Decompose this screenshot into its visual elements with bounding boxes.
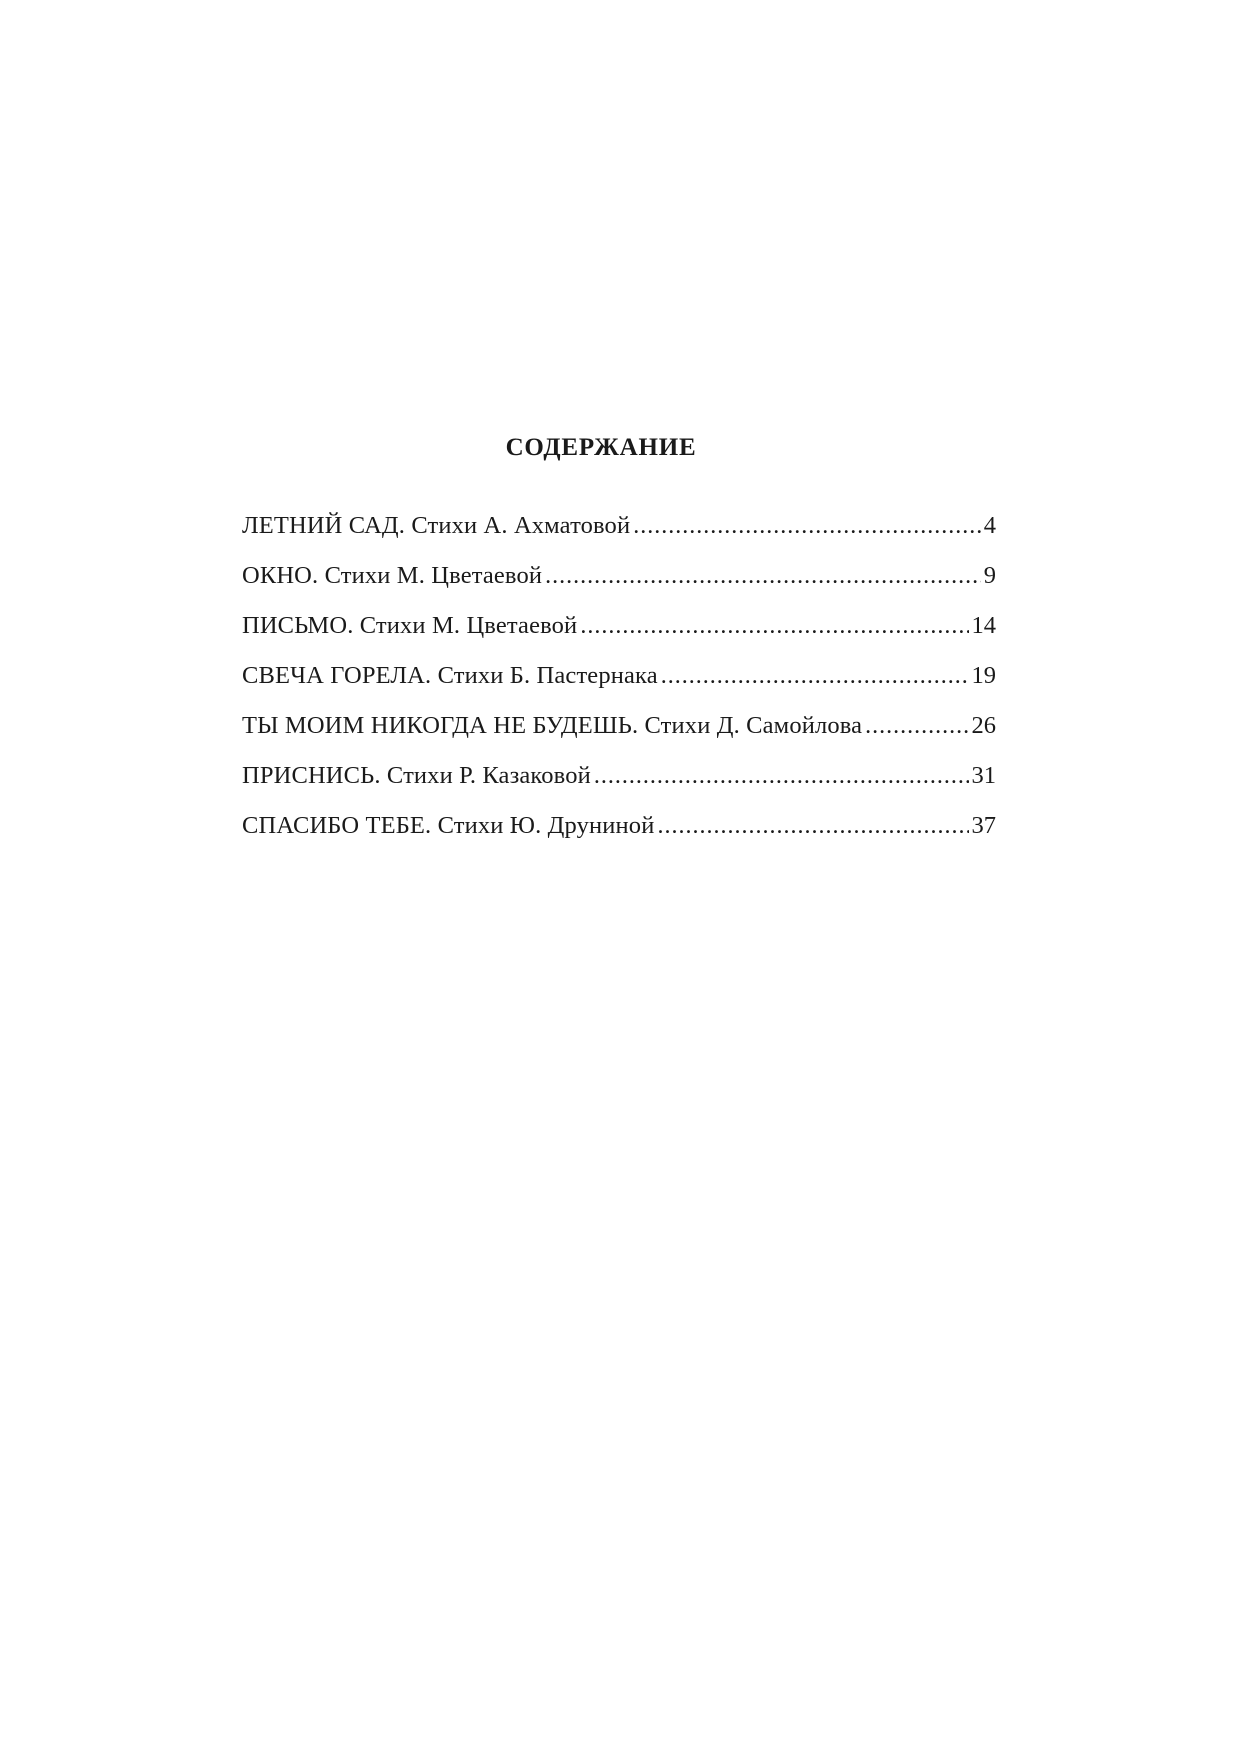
toc-entry-title: ПРИСНИСЬ. Стихи Р. Казаковой xyxy=(242,762,591,789)
toc-entry-page: 19 xyxy=(971,662,996,689)
toc-dot-leader xyxy=(633,511,981,541)
toc-entry xyxy=(242,561,996,611)
toc-entry-title: СПАСИБО ТЕБЕ. Стихи Ю. Друниной xyxy=(242,812,655,839)
toc-entry-title: ЛЕТНИЙ САД. Стихи А. Ахматовой xyxy=(242,512,631,539)
toc-entry-title: ОКНО. Стихи М. Цветаевой xyxy=(242,562,543,589)
toc-dot-leader xyxy=(545,561,981,591)
toc-entry xyxy=(242,661,996,711)
toc-entry-page: 14 xyxy=(971,612,996,639)
toc-dot-leader xyxy=(661,661,969,691)
toc-dot-leader xyxy=(594,761,969,791)
toc-entry-title: ПИСЬМО. Стихи М. Цветаевой xyxy=(242,612,578,639)
toc-entry xyxy=(242,511,996,561)
toc-entry xyxy=(242,761,996,811)
toc-entry-page: 31 xyxy=(971,762,996,789)
toc-entry-page: 4 xyxy=(983,512,996,539)
toc-entry-page: 9 xyxy=(983,562,996,589)
toc-entry xyxy=(242,811,996,861)
toc-entry-page: 26 xyxy=(971,712,996,739)
toc-dot-leader xyxy=(865,711,968,741)
toc-entry-title: ТЫ МОИМ НИКОГДА НЕ БУДЕШЬ. Стихи Д. Самойлова xyxy=(242,712,863,739)
toc-entry-page: 37 xyxy=(971,812,996,839)
toc-list xyxy=(242,511,996,861)
toc-dot-leader xyxy=(657,811,968,841)
toc-entry xyxy=(242,611,996,661)
toc-dot-leader xyxy=(580,611,968,641)
toc-title: СОДЕРЖАНИЕ xyxy=(505,434,697,461)
toc-entry xyxy=(242,711,996,761)
toc-entry-title: СВЕЧА ГОРЕЛА. Стихи Б. Пастернака xyxy=(242,662,658,689)
